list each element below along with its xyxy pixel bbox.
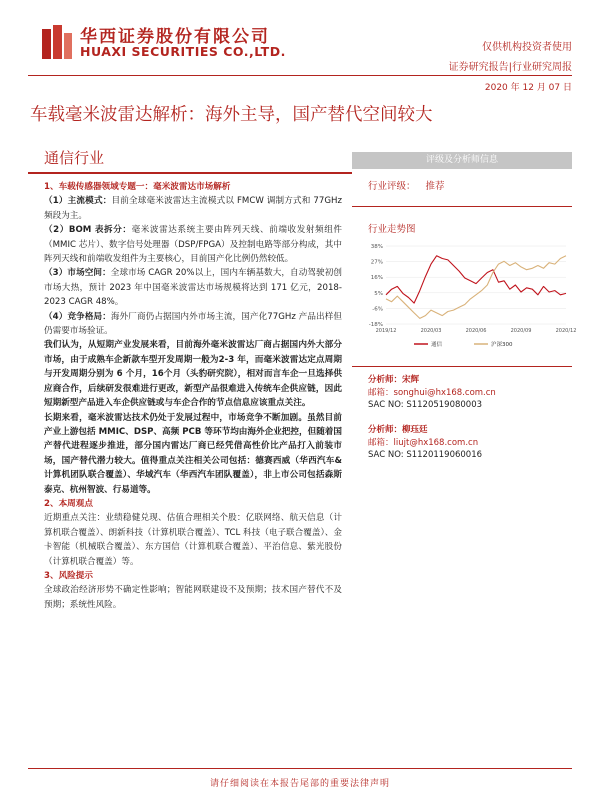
paragraph-text: 长期来看，毫米波雷达技术仍处于发展过程中，市场竞争不断加剧。虽然目前产业上游包括 MMIC、DSP、高频 PCB 等环节均由海外企业把控，但随着国产替代进程逐步推进，部分国内雷达厂商已经凭借高性价比产品打入前装市场，国产替代潜力较大。 — [44, 412, 342, 466]
industry-trend-chart — [362, 238, 576, 356]
trend-title: 行业走势图 — [368, 224, 416, 235]
paragraph-competition — [44, 310, 342, 339]
paragraph-text: 值得重点关注相关公司包括：德赛西威（华西汽车&计算机团队联合覆盖）、华域汽车（华西汽车团队覆盖），非上市公司包括森斯泰克、杭州智波、行易道等。 — [44, 455, 342, 495]
report-title: 车载毫米波雷达解析：海外主导，国产替代空间较大 — [30, 105, 433, 125]
industry-divider — [28, 172, 352, 174]
report-date: 2020 年 12 月 07 日 — [484, 83, 572, 93]
x-tick-label: 2020/09 — [510, 328, 532, 334]
keyword: （4）竞争格局： — [44, 311, 111, 322]
email-label: 邮箱： — [368, 437, 394, 448]
company-name-cn: 华西证券股份有限公司 — [80, 27, 270, 47]
report-category: 证券研究报告|行业研究周报 — [448, 62, 572, 73]
sidebar-divider — [352, 366, 572, 367]
section-heading-1: 1、车载传感器领域专题一：毫米波雷达市场解析 — [44, 182, 231, 192]
legend-label: 沪深300 — [491, 342, 513, 348]
analyst-name: 宋辉 — [402, 375, 420, 385]
analyst-email[interactable]: liujt@hx168.com.cn — [393, 437, 479, 448]
y-tick-label: 38% — [370, 244, 383, 250]
y-tick-label: 16% — [370, 275, 383, 282]
series-line-index — [386, 256, 566, 319]
industry-label: 通信行业 — [44, 149, 105, 167]
paragraph-text: 海外厂商仍占据国内外市场主流，国产化77GHz 产品出样但仍需要市场验证。 — [44, 311, 342, 337]
industry-rating — [368, 178, 445, 192]
analyst-label: 分析师： — [368, 375, 403, 385]
paragraph-risk: 全球政治经济形势不确定性影响；智能网联建设不及预期；技术国产替代不及预期；系统性风险。 — [44, 585, 342, 610]
series-line-industry — [386, 256, 566, 303]
paragraph-bom — [44, 223, 342, 266]
y-tick-label: 27% — [370, 259, 383, 266]
section-heading-3: 3、风险提示 — [44, 570, 93, 581]
keyword: （3）市场空间： — [44, 268, 111, 279]
y-tick-label: -18% — [368, 322, 383, 328]
email-label: 邮箱： — [368, 387, 394, 398]
x-tick-label: 2019/12 — [375, 328, 397, 334]
analyst-sac: SAC NO: S1120519080003 — [368, 400, 483, 410]
analyst-block-2 — [368, 424, 482, 462]
section-heading-2: 2、本周观点 — [44, 498, 93, 509]
y-tick-label: 5% — [374, 290, 383, 297]
x-tick-label: 2020/12 — [555, 328, 576, 334]
paragraph-mode — [44, 194, 342, 223]
keyword: （1）主流模式： — [44, 196, 112, 207]
footer-divider — [28, 768, 572, 769]
paragraph-text: 目前全球毫米波雷达主流模式以 FMCW 调制方式和 77GHz 频段为主。 — [44, 196, 343, 221]
analyst-label: 分析师： — [368, 425, 403, 435]
legend-label: 通信 — [431, 342, 443, 348]
analyst-name: 柳珏廷 — [402, 425, 428, 435]
sidebar-header: 评级及分析师信息 — [352, 152, 572, 169]
x-tick-label: 2020/06 — [465, 328, 487, 334]
paragraph-long-term — [44, 411, 342, 497]
analyst-sac: SAC NO: S1120119060016 — [368, 450, 483, 460]
paragraph-market — [44, 266, 342, 309]
x-tick-label: 2020/03 — [420, 328, 442, 334]
header-divider — [28, 75, 572, 76]
paragraph-text: 全球市场 CAGR 20%以上，国内车辆基数大，自动驾驶初创市场大热，预计 2023 年中国毫米波雷达市场规模将达到 171 亿元，2018-2023 CAGR 48%。 — [44, 268, 342, 308]
legal-notice: 请仔细阅读在本报告尾部的重要法律声明 — [209, 779, 390, 789]
keyword: （2）BOM 表拆分： — [44, 225, 132, 236]
sidebar-divider — [352, 206, 572, 207]
rating-value: 推荐 — [425, 181, 445, 192]
audience-note: 仅供机构投资者使用 — [482, 42, 572, 53]
analyst-block-1 — [368, 374, 496, 412]
report-body — [44, 180, 342, 612]
rating-label: 行业评级： — [368, 181, 416, 192]
y-tick-label: -6% — [372, 306, 383, 313]
huaxi-logo-icon — [42, 25, 72, 61]
paragraph-weekly-view: 近期重点关注：业绩稳健兑现、估值合理相关个股：亿联网络、航天信息（计算机联合覆盖）、朗新科技（计算机联合覆盖）、TCL 科技（电子联合覆盖）、金卡智能（机械联合覆盖）、东方国信（计算机联合覆盖）、平治信息、紫光股份（计算机联合覆盖）等。 — [44, 513, 342, 567]
paragraph-text: 毫米波雷达系统主要由阵列天线、前端收发射频组件（MMIC 芯片）、数字信号处理器（DSP/FPGA）及控制电路等部分构成，其中阵列天线和前端收发组件为主要核心，目前国产化比例仍然较低。 — [44, 225, 342, 265]
analyst-email[interactable]: songhui@hx168.com.cn — [393, 387, 496, 398]
paragraph-short-term: 我们认为，从短期产业发展来看，目前海外毫米波雷达厂商占据国内外大部分市场，由于成熟车企新款车型开发周期一般为2-3 年，而毫米波雷达定点周期与开发周期分别为 6 个月，16个月（头豹研究院），相对而言车企一旦选择供应商合作，后续研发很难进行更改，新型产品很难进入传统车企供应链，因此短期新型产品进入车企供应链或与车企合作的节点信息应该重点关注。 — [44, 340, 342, 409]
company-name-en: HUAXI SECURITIES CO.,LTD. — [80, 44, 286, 59]
